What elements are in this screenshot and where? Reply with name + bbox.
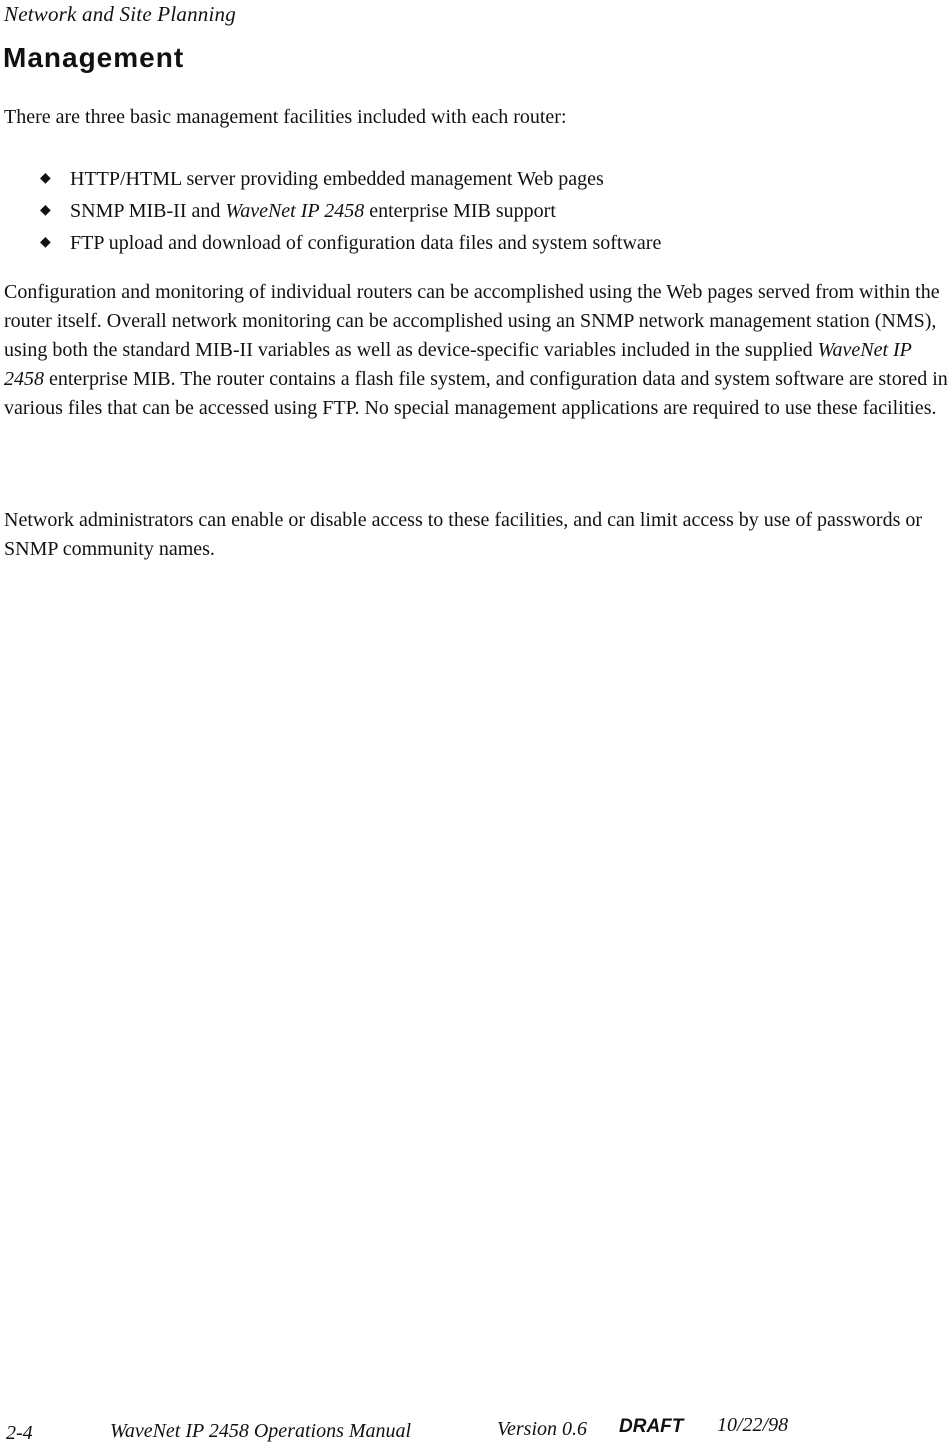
running-header: Network and Site Planning <box>4 2 236 26</box>
date-label: 10/22/98 <box>717 1414 789 1436</box>
product-name: WaveNet IP 2458 <box>225 200 365 222</box>
list-item-text: FTP upload and download of configuration data files and system software <box>70 232 662 254</box>
list-item <box>40 227 661 259</box>
body-paragraph-configuration: Configuration and monitoring of individual routers can be accomplished using the Web pages served from within the router itself. Overall network monitoring can be accomplished using an SNMP network management station (NMS), using both the standard MIB-II variables as well as device-specific variables included in the supplied WaveNet IP 2458 enterprise MIB. The router contains a flash file system, and configuration data and system software are stored in various files that can be accessed using FTP. No special management applications are required to use these facilities. <box>4 281 948 419</box>
section-title: Management <box>3 42 185 73</box>
manual-title: WaveNet IP 2458 Operations Manual <box>110 1420 412 1442</box>
body-paragraph-access: Network administrators can enable or disable access to these facilities, and can limit access by use of passwords or SNMP community names. <box>4 509 923 560</box>
intro-text: There are three basic management facilities included with each router: <box>4 106 567 128</box>
list-item <box>40 195 661 227</box>
version-label: Version 0.6 <box>497 1418 587 1440</box>
diamond-bullet-icon: ◆ <box>40 203 51 218</box>
diamond-bullet-icon: ◆ <box>40 235 51 250</box>
list-item-text: SNMP MIB-II and WaveNet IP 2458 enterprise MIB support <box>70 200 556 222</box>
list-item <box>40 163 661 195</box>
facility-list <box>40 163 661 259</box>
page-footer <box>0 1414 952 1448</box>
page-number: 2-4 <box>6 1422 33 1444</box>
list-item-text: HTTP/HTML server providing embedded management Web pages <box>70 168 604 190</box>
diamond-bullet-icon: ◆ <box>40 171 51 186</box>
product-name: WaveNet IP 2458 <box>4 339 912 390</box>
draft-label: DRAFT <box>619 1416 684 1437</box>
